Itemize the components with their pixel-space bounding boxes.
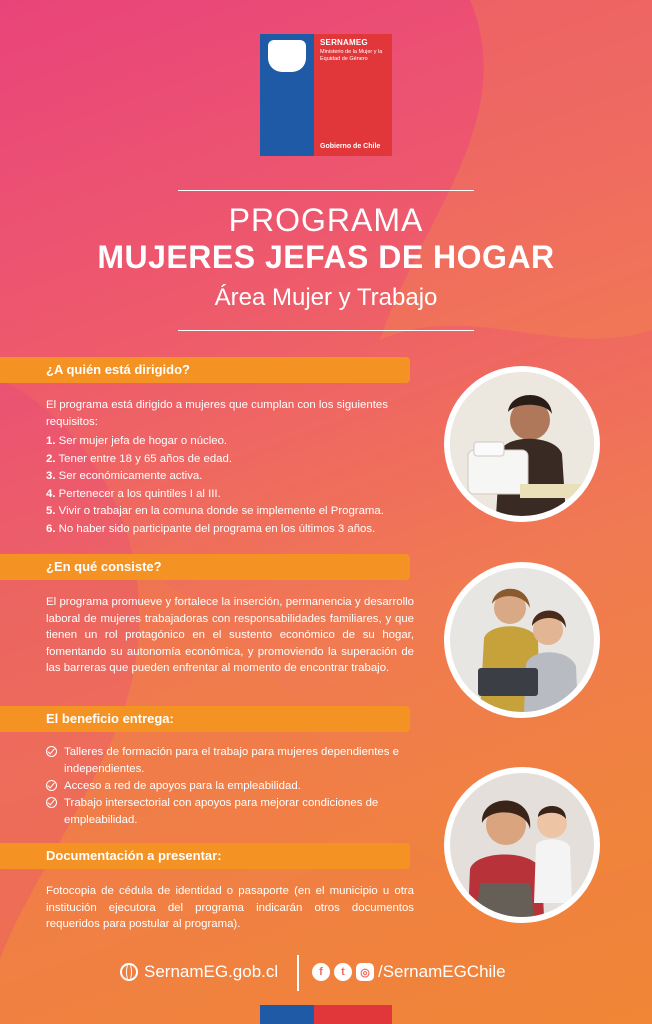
check-circle-icon bbox=[46, 746, 57, 757]
requirement-number: 2. bbox=[46, 452, 56, 465]
requirement-item bbox=[46, 451, 426, 469]
bottom-flag-bar bbox=[260, 1005, 392, 1024]
benefit-text: Trabajo intersectorial con apoyos para mejorar condiciones de empleabilidad. bbox=[64, 797, 379, 826]
twitter-icon[interactable]: t bbox=[334, 963, 352, 981]
footer-social bbox=[312, 962, 506, 982]
requirement-item bbox=[46, 486, 426, 504]
check-circle-icon bbox=[46, 780, 57, 791]
section-heading: El beneficio entrega: bbox=[46, 711, 174, 726]
benefit-item bbox=[46, 795, 414, 829]
title-bottom-rule bbox=[178, 330, 474, 331]
photo-mother-child bbox=[444, 767, 600, 923]
logo-government: Gobierno de Chile bbox=[320, 143, 381, 150]
photo-office-women bbox=[444, 562, 600, 718]
requirement-item bbox=[46, 468, 426, 486]
requirement-text: Ser económicamente activa. bbox=[58, 470, 203, 482]
check-circle-icon bbox=[46, 797, 57, 808]
target-intro: El programa está dirigido a mujeres que cumplan con los siguientes requisitos: bbox=[46, 399, 388, 428]
section-header-documents bbox=[0, 843, 410, 869]
social-handle[interactable]: /SernamEGChile bbox=[378, 962, 506, 981]
requirement-number: 3. bbox=[46, 470, 56, 482]
section-header-consists bbox=[0, 554, 410, 580]
logo-blue-panel bbox=[260, 34, 314, 156]
requirement-item bbox=[46, 521, 426, 539]
logo-brand: SERNAMEG bbox=[320, 38, 368, 47]
consists-text: El programa promueve y fortalece la inserción, permanencia y desarrollo laboral de mujeres trabajadoras con responsabilidades familiares, y que tienen un rol protagónico en el sustento económico de su hogar, fomentando su autonomía económica, y promoviendo la superación de las barreras que pueden enfrentar al momento de encontrar trabajo. bbox=[46, 596, 414, 674]
logo-red-panel bbox=[314, 34, 392, 156]
benefit-list bbox=[46, 744, 414, 829]
sernameg-logo bbox=[260, 34, 392, 156]
requirements-list bbox=[46, 433, 426, 538]
requirement-number: 1. bbox=[46, 435, 56, 447]
benefit-text: Talleres de formación para el trabajo para mujeres dependientes e independientes. bbox=[64, 746, 399, 775]
instagram-icon[interactable]: ◎ bbox=[356, 963, 374, 981]
section-heading: Documentación a presentar: bbox=[46, 848, 222, 863]
globe-icon bbox=[120, 963, 138, 981]
section-heading: ¿En qué consiste? bbox=[46, 559, 162, 574]
requirement-text: Tener entre 18 y 65 años de edad. bbox=[58, 452, 232, 465]
documents-text: Fotocopia de cédula de identidad o pasaporte (en el municipio u otra institución ejecutora del programa indicarán otros documentos requeridos para postular al programa). bbox=[46, 885, 414, 930]
photo-sewing-woman bbox=[444, 366, 600, 522]
section-header-benefit bbox=[0, 706, 410, 732]
footer-website[interactable] bbox=[120, 962, 278, 982]
website-link[interactable]: SernamEG.gob.cl bbox=[144, 962, 279, 981]
title-main: MUJERES JEFAS DE HOGAR bbox=[97, 239, 555, 275]
requirement-number: 6. bbox=[46, 522, 56, 535]
benefit-item bbox=[46, 744, 414, 778]
title-top-rule bbox=[178, 190, 474, 191]
requirement-text: Vivir o trabajar en la comuna donde se implemente el Programa. bbox=[58, 505, 384, 517]
requirement-item bbox=[46, 503, 426, 521]
footer-divider bbox=[297, 955, 299, 991]
requirement-number: 5. bbox=[46, 505, 56, 517]
requirement-text: Pertenecer a los quintiles I al III. bbox=[58, 487, 221, 500]
requirement-text: Ser mujer jefa de hogar o núcleo. bbox=[58, 435, 228, 447]
section-heading: ¿A quién está dirigido? bbox=[46, 362, 190, 377]
section-header-target bbox=[0, 357, 410, 383]
coat-of-arms-icon bbox=[268, 40, 306, 72]
sewing-illustration bbox=[450, 372, 594, 516]
benefit-item bbox=[46, 778, 414, 795]
requirement-number: 4. bbox=[46, 487, 56, 500]
requirement-text: No haber sido participante del programa en los últimos 3 años. bbox=[58, 522, 376, 535]
title-program: PROGRAMA bbox=[228, 202, 424, 238]
family-illustration bbox=[450, 773, 594, 917]
facebook-icon[interactable]: f bbox=[312, 963, 330, 981]
requirement-item bbox=[46, 433, 426, 451]
title-area: Área Mujer y Trabajo bbox=[214, 284, 438, 311]
logo-ministry: Ministerio de la Mujer y la Equidad de Género bbox=[320, 49, 383, 62]
office-illustration bbox=[450, 568, 594, 712]
benefit-text: Acceso a red de apoyos para la empleabilidad. bbox=[64, 780, 301, 792]
